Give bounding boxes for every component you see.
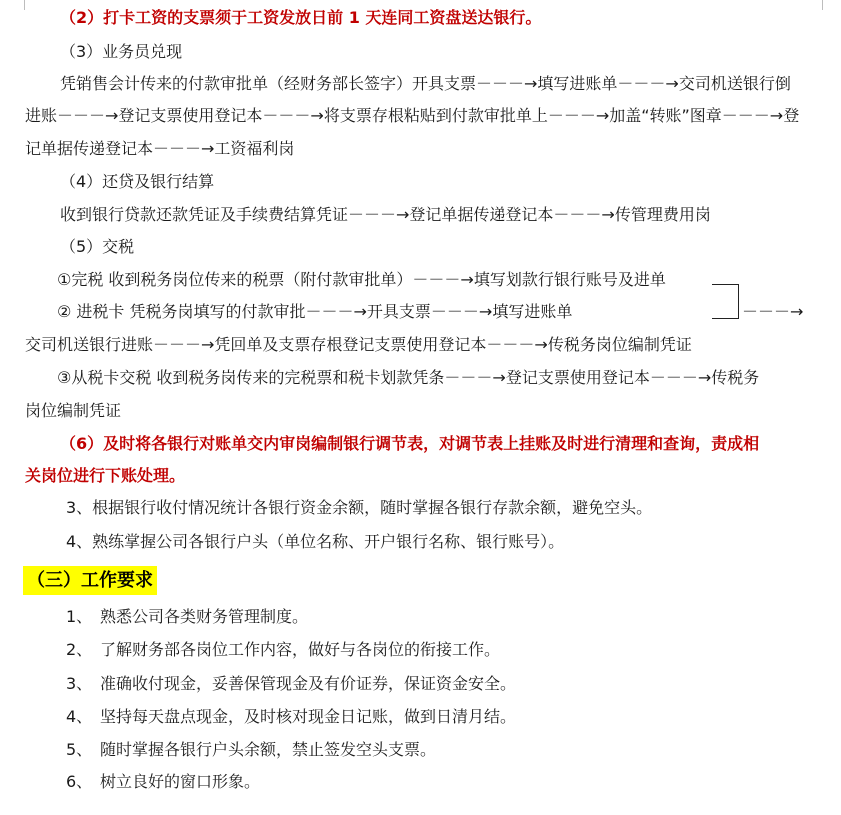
list-item: 6、 树立良好的窗口形象。 bbox=[66, 772, 261, 791]
list-item: 4、 坚持每天盘点现金，及时核对现金日记账，做到日清月结。 bbox=[66, 707, 517, 726]
bracket-connector bbox=[712, 284, 739, 319]
paragraph-line: 岗位编制凭证 bbox=[25, 401, 122, 420]
list-item: 5、 随时掌握各银行户头余额，禁止签发空头支票。 bbox=[66, 740, 437, 759]
section-loan-settlement: （4）还贷及银行结算 bbox=[60, 172, 215, 191]
list-item: 3、 准确收付现金，妥善保管现金及有价证券，保证资金安全。 bbox=[66, 674, 517, 693]
paragraph-line: 进账－－－→登记支票使用登记本－－－→将支票存根粘贴到付款审批单上－－－→加盖“转账”图章－－－→登 bbox=[25, 106, 800, 125]
bracket-arrow: －－－→ bbox=[742, 302, 804, 321]
tax-step-2: ② 进税卡 凭税务岗填写的付款审批－－－→开具支票－－－→填写进账单 bbox=[57, 302, 573, 321]
section-tax-payment: （5）交税 bbox=[60, 237, 135, 256]
reconciliation-note: （6）及时将各银行对账单交内审岗编制银行调节表，对调节表上挂账及时进行清理和查询，责成相 bbox=[60, 434, 760, 453]
list-item: 1、 熟悉公司各类财务管理制度。 bbox=[66, 607, 309, 626]
page-corner-mark bbox=[14, 0, 25, 10]
tax-step-3: ③从税卡交税 收到税务岗传来的完税票和税卡划款凭条－－－→登记支票使用登记本－－－→传税务 bbox=[57, 368, 760, 387]
list-item: 2、 了解财务部各岗位工作内容，做好与各岗位的衔接工作。 bbox=[66, 640, 501, 659]
paragraph-line: 凭销售会计传来的付款审批单（经财务部长签字）开具支票－－－→填写进账单－－－→交司机送银行倒 bbox=[60, 74, 791, 93]
paragraph-line: 交司机送银行进账－－－→凭回单及支票存根登记支票使用登记本－－－→传税务岗位编制凭证 bbox=[25, 335, 692, 354]
duty-item-4: 4、熟练掌握公司各银行户头（单位名称、开户银行名称、银行账号）。 bbox=[66, 532, 565, 551]
page-corner-mark bbox=[822, 0, 833, 10]
reconciliation-note-cont: 关岗位进行下账处理。 bbox=[25, 466, 186, 485]
payroll-check-note: （2）打卡工资的支票须于工资发放日前 1 天连同工资盘送达银行。 bbox=[60, 8, 542, 27]
paragraph-line: 收到银行贷款还款凭证及手续费结算凭证－－－→登记单据传递登记本－－－→传管理费用岗 bbox=[60, 205, 711, 224]
duty-item-3: 3、根据银行收付情况统计各银行资金余额，随时掌握各银行存款余额，避免空头。 bbox=[66, 498, 653, 517]
tax-step-1: ①完税 收到税务岗位传来的税票（附付款审批单）－－－→填写划款行银行账号及进单 bbox=[57, 270, 666, 289]
section-heading-requirements: （三）工作要求 bbox=[23, 566, 157, 595]
section-salesman-cash: （3）业务员兑现 bbox=[60, 42, 183, 61]
paragraph-line: 记单据传递登记本－－－→工资福利岗 bbox=[25, 139, 295, 158]
